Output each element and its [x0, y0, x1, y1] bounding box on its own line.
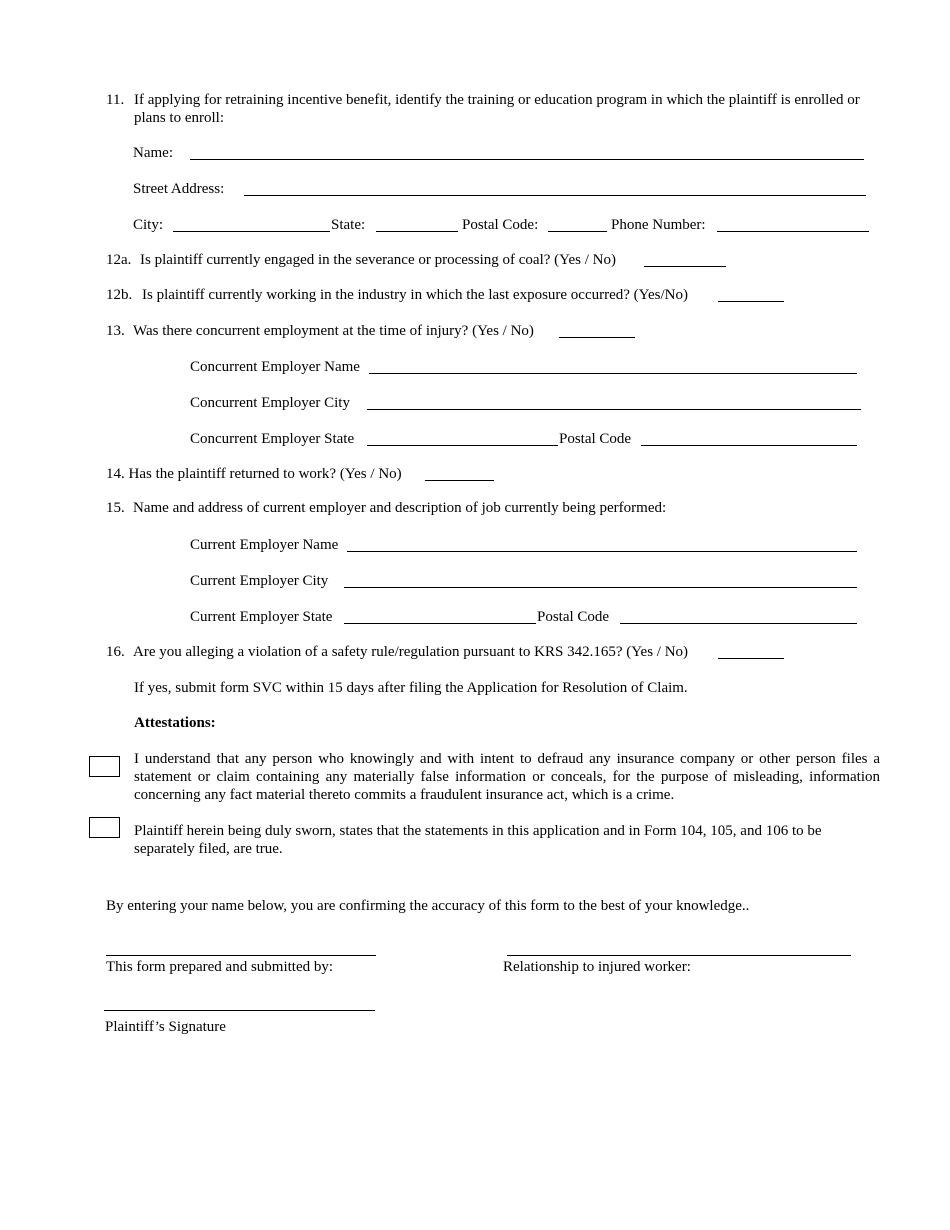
q13-employer-state-label: Concurrent Employer State [190, 431, 355, 447]
q11-street-field[interactable] [244, 195, 866, 196]
q11-city-label: City: [133, 217, 164, 233]
q11-phone-label: Phone Number: [611, 217, 706, 233]
relationship-field[interactable] [507, 955, 851, 956]
q15-employer-name-label: Current Employer Name [190, 537, 339, 553]
prepared-by-field[interactable] [106, 955, 376, 956]
q13-employer-city-field[interactable] [367, 409, 861, 410]
q15-employer-city-field[interactable] [344, 587, 857, 588]
q13-postal-field[interactable] [641, 445, 857, 446]
fraud-attestation-checkbox[interactable] [89, 756, 120, 777]
q15-text: Name and address of current employer and description of job currently being performed: [133, 500, 667, 516]
q12b-text: Is plaintiff currently working in the industry in which the last exposure occurred? (Yes/No) [142, 287, 688, 303]
q16-text: Are you alleging a violation of a safety rule/regulation pursuant to KRS 342.165? (Yes / No) [133, 644, 689, 660]
q11-state-label: State: [331, 217, 366, 233]
q15-employer-state-field[interactable] [344, 623, 536, 624]
q12a-answer-field[interactable] [644, 266, 726, 267]
q16-number: 16. [106, 644, 125, 660]
q11-city-field[interactable] [173, 231, 330, 232]
prepared-by-label: This form prepared and submitted by: [106, 959, 334, 975]
fraud-attestation-text: I understand that any person who knowingly and with intent to defraud any insurance company or other person files a statement or claim containing any materially false information or conceals, for the purpose of misleading, information concerning any fact material thereto commits a fraudulent insurance act, which is a crime. [134, 751, 880, 803]
q13-text: Was there concurrent employment at the time of injury? (Yes / No) [133, 323, 534, 339]
q15-number: 15. [106, 500, 125, 516]
q11-postal-label: Postal Code: [462, 217, 539, 233]
confirmation-text: By entering your name below, you are confirming the accuracy of this form to the best of your knowledge.. [106, 898, 750, 914]
q14-text: 14. Has the plaintiff returned to work? (Yes / No) [106, 466, 402, 482]
q13-employer-name-field[interactable] [369, 373, 857, 374]
sworn-attestation-checkbox[interactable] [89, 817, 120, 838]
q12b-number: 12b. [106, 287, 133, 303]
q15-employer-city-label: Current Employer City [190, 573, 329, 589]
q11-state-field[interactable] [376, 231, 458, 232]
attestations-heading: Attestations: [134, 715, 216, 731]
q12a-number: 12a. [106, 252, 132, 268]
q11-phone-field[interactable] [717, 231, 869, 232]
q11-text: If applying for retraining incentive benefit, identify the training or education program in which the plaintiff is enrolled or plans to enroll: [134, 92, 860, 126]
q12b-answer-field[interactable] [718, 301, 784, 302]
q13-employer-name-label: Concurrent Employer Name [190, 359, 360, 375]
q14-answer-field[interactable] [425, 480, 494, 481]
q15-employer-name-field[interactable] [347, 551, 857, 552]
q13-employer-state-field[interactable] [367, 445, 558, 446]
q13-number: 13. [106, 323, 125, 339]
q15-employer-state-label: Current Employer State [190, 609, 333, 625]
relationship-label: Relationship to injured worker: [503, 959, 691, 975]
q11-street-label: Street Address: [133, 181, 225, 197]
q13-postal-label: Postal Code [559, 431, 632, 447]
q11-name-label: Name: [133, 145, 173, 161]
plaintiff-signature-field[interactable] [104, 1010, 375, 1011]
plaintiff-signature-label: Plaintiff’s Signature [105, 1019, 226, 1035]
q13-employer-city-label: Concurrent Employer City [190, 395, 350, 411]
q16-answer-field[interactable] [718, 658, 784, 659]
q15-postal-field[interactable] [620, 623, 857, 624]
q16-note: If yes, submit form SVC within 15 days after filing the Application for Resolution of Claim. [134, 680, 688, 696]
q12a-text: Is plaintiff currently engaged in the severance or processing of coal? (Yes / No) [140, 252, 616, 268]
q11-number: 11. [106, 92, 125, 108]
q11-postal-field[interactable] [548, 231, 607, 232]
sworn-attestation-text: Plaintiff herein being duly sworn, states that the statements in this application and in Form 104, 105, and 106 to be separately filed, are true. [134, 823, 822, 857]
q13-answer-field[interactable] [559, 337, 635, 338]
q11-name-field[interactable] [190, 159, 864, 160]
q15-postal-label: Postal Code [537, 609, 610, 625]
